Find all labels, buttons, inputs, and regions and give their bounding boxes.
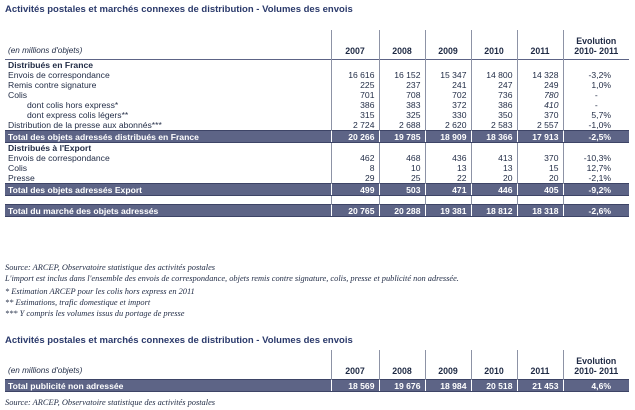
value-cell: 330 [425,110,471,120]
value-cell: 25 [379,173,425,184]
value-cell: 499 [331,184,379,196]
value-cell: 315 [331,110,379,120]
row-label: dont express colis légers** [27,110,129,120]
value-cell: 20 765 [331,205,379,217]
value-cell: 225 [331,80,379,90]
value-cell: 2 583 [471,120,517,131]
value-cell: 241 [425,80,471,90]
evolution-cell: 5,7% [563,110,629,120]
value-cell: 15 [517,163,563,173]
empty-cell [379,60,425,71]
value-cell: 247 [471,80,517,90]
value-cell: 2 620 [425,120,471,131]
empty-cell [471,196,517,205]
value-cell: 468 [379,153,425,163]
value-cell: 15 347 [425,70,471,80]
evolution-cell: -10,3% [563,153,629,163]
value-cell: 22 [425,173,471,184]
value-cell: 29 [331,173,379,184]
evolution-cell: - [563,90,629,100]
value-cell: 8 [331,163,379,173]
evolution-cell: 1,0% [563,80,629,90]
unit-label: (en millions d'objets) [8,46,83,55]
value-cell: 386 [331,100,379,110]
year-header: 2008 [379,350,425,380]
value-cell: 701 [331,90,379,100]
row-label: Total du marché des objets adressés [5,205,331,217]
value-cell: 18 812 [471,205,517,217]
evolution-cell: -2,6% [563,205,629,217]
value-cell: 2 688 [379,120,425,131]
value-cell: 372 [425,100,471,110]
evolution-cell: -3,2% [563,70,629,80]
evolution-header [563,30,629,60]
value-cell: 19 381 [425,205,471,217]
empty-cell [379,143,425,154]
row-label: Presse [8,173,35,183]
empty-cell [5,196,331,205]
evolution-cell: -2,5% [563,131,629,143]
table-row [5,173,629,184]
value-cell: 18 569 [331,380,379,392]
empty-cell [331,60,379,71]
table1-title: Activités postales et marchés connexes de distribution - Volumes des envois [5,4,353,15]
value-cell: 436 [425,153,471,163]
evolution-period: 2010- 2011 [574,46,619,56]
empty-cell [425,196,471,205]
table-row [5,120,629,131]
note-3: *** Y compris les volumes issus du portage de presse [5,309,185,318]
value-cell: 20 518 [471,380,517,392]
section-export [5,143,629,154]
value-cell: 13 [425,163,471,173]
row-label: dont colis hors express* [27,100,119,110]
evolution-cell: -1,0% [563,120,629,131]
header-row [5,350,629,380]
value-cell: 462 [331,153,379,163]
value-cell: 471 [425,184,471,196]
value-cell: 14 328 [517,70,563,80]
value-cell: 386 [471,100,517,110]
table2-title: Activités postales et marchés connexes de distribution - Volumes des envois [5,335,353,346]
evolution-cell: 12,7% [563,163,629,173]
evolution-label: Evolution [576,36,617,46]
value-cell: 780 [517,90,563,100]
value-cell: 20 266 [331,131,379,143]
value-cell: 16 152 [379,70,425,80]
table-row [5,153,629,163]
value-cell: 19 785 [379,131,425,143]
row-label: Envois de correspondance [8,70,110,80]
spacer-row [5,196,629,205]
year-header: 2008 [379,30,425,60]
empty-cell [563,60,629,71]
evolution-period: 2010- 2011 [574,366,619,376]
section-france [5,60,629,71]
value-cell: 370 [517,110,563,120]
evolution-cell: -2,1% [563,173,629,184]
empty-cell [517,196,563,205]
year-header: 2009 [425,30,471,60]
total-row-france [5,131,629,143]
value-cell: 19 676 [379,380,425,392]
value-cell: 18 366 [471,131,517,143]
row-label: Colis [8,163,28,173]
value-cell: 13 [471,163,517,173]
year-header: 2007 [331,30,379,60]
value-cell: 2 724 [331,120,379,131]
value-cell: 249 [517,80,563,90]
evolution-cell: -9,2% [563,184,629,196]
note-import: L'import est inclus dans l'ensemble des envois de correspondance, objets remis contre signature, colis, presse et publicité non adressée. [5,274,459,283]
header-row [5,30,629,60]
value-cell: 350 [471,110,517,120]
value-cell: 18 984 [425,380,471,392]
row-label: Total des objets adressés Export [5,184,331,196]
value-cell: 383 [379,100,425,110]
year-header: 2010 [471,350,517,380]
value-cell: 702 [425,90,471,100]
value-cell: 405 [517,184,563,196]
value-cell: 237 [379,80,425,90]
notes-block [5,262,459,319]
unit-label: (en millions d'objets) [8,366,83,375]
value-cell: 14 800 [471,70,517,80]
value-cell: 325 [379,110,425,120]
year-header: 2011 [517,350,563,380]
table2-source: Source: ARCEP, Observatoire statistique des activités postales [5,398,216,407]
value-cell: 413 [471,153,517,163]
value-cell: 446 [471,184,517,196]
value-cell: 370 [517,153,563,163]
row-label: Total publicité non adressée [5,380,331,392]
evolution-cell: - [563,100,629,110]
value-cell: 410 [517,100,563,110]
value-cell: 17 913 [517,131,563,143]
table-row [5,100,629,110]
row-label: Envois de correspondance [8,153,110,163]
note-1: * Estimation ARCEP pour les colis hors express en 2011 [5,287,195,296]
empty-cell [563,143,629,154]
year-header: 2011 [517,30,563,60]
value-cell: 16 616 [331,70,379,80]
total-row-advertising [5,380,629,392]
table-row [5,163,629,173]
empty-cell [331,143,379,154]
evolution-cell: 4,6% [563,380,629,392]
table-row [5,70,629,80]
total-row-market [5,205,629,217]
value-cell: 20 288 [379,205,425,217]
note-2: ** Estimations, trafic domestique et import [5,298,151,307]
year-header: 2010 [471,30,517,60]
row-label: Distribution de la presse aux abonnés*** [8,120,162,130]
empty-cell [471,143,517,154]
empty-cell [379,196,425,205]
value-cell: 10 [379,163,425,173]
postal-volumes-table [5,30,629,217]
advertising-volumes-table [5,350,629,392]
value-cell: 20 [517,173,563,184]
value-cell: 736 [471,90,517,100]
value-cell: 708 [379,90,425,100]
section-label: Distribués à l'Export [8,143,92,153]
evolution-label: Evolution [576,356,617,366]
empty-cell [517,143,563,154]
empty-cell [425,60,471,71]
empty-cell [425,143,471,154]
table-row [5,80,629,90]
row-label: Remis contre signature [8,80,97,90]
empty-cell [471,60,517,71]
row-label: Total des objets adressés distribués en France [5,131,331,143]
row-label: Colis [8,90,28,100]
empty-cell [331,196,379,205]
year-header: 2007 [331,350,379,380]
empty-cell [563,196,629,205]
evolution-header [563,350,629,380]
empty-cell [517,60,563,71]
value-cell: 21 453 [517,380,563,392]
table-row [5,90,629,100]
total-row-export [5,184,629,196]
value-cell: 503 [379,184,425,196]
value-cell: 2 557 [517,120,563,131]
section-label: Distribués en France [5,60,331,71]
value-cell: 18 318 [517,205,563,217]
table-row [5,110,629,120]
year-header: 2009 [425,350,471,380]
value-cell: 20 [471,173,517,184]
note-source: Source: ARCEP, Observatoire statistique des activités postales [5,263,216,272]
value-cell: 18 909 [425,131,471,143]
